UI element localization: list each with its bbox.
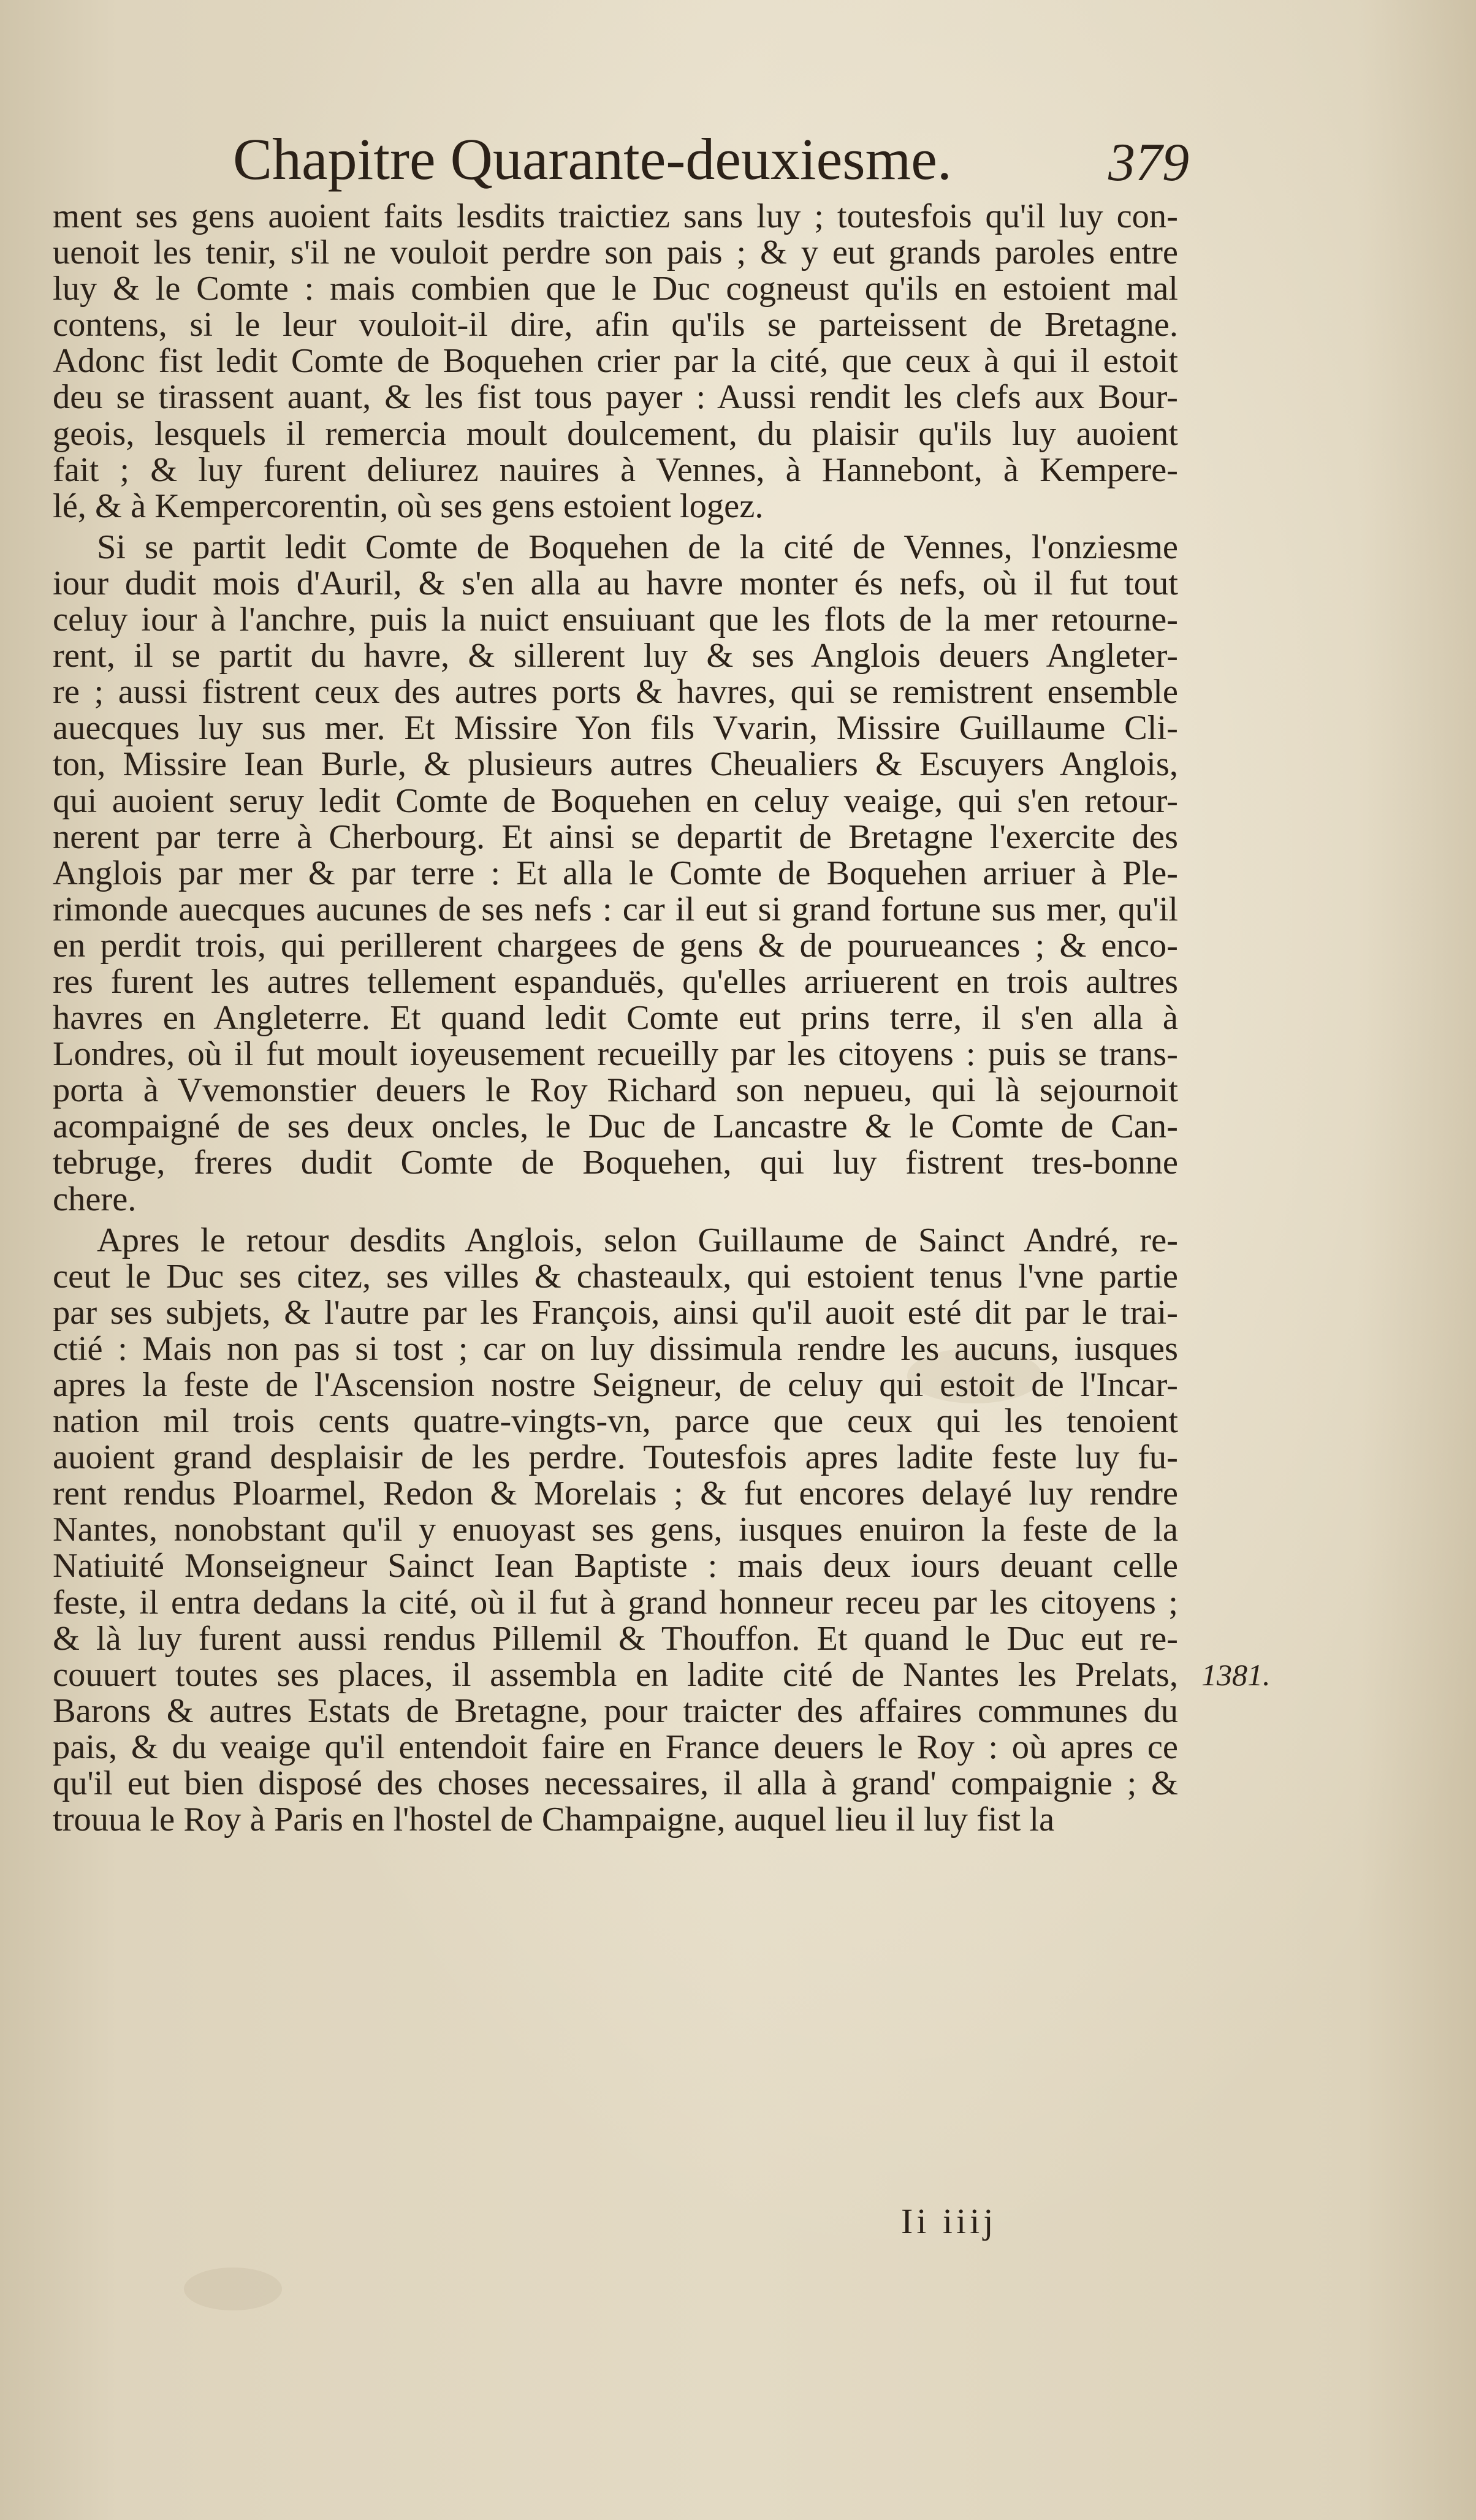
text-line: Londres, où il fut moult ioyeusement recueilly par les citoyens : puis se trans- xyxy=(53,1036,1178,1073)
text-line: trouua le Roy à Paris en l'hostel de Champaigne, auquel lieu il luy fist la xyxy=(53,1802,1055,1839)
paragraph xyxy=(53,529,1178,1218)
text-line: Barons & autres Estats de Bretagne, pour traicter des affaires communes du xyxy=(53,1693,1178,1729)
paragraph-gap xyxy=(53,525,1178,529)
text-line: re ; aussi fistrent ceux des autres ports & havres, qui se remistrent ensemble xyxy=(53,674,1178,711)
text-line: lé, & à Kempercorentin, où ses gens estoient logez. xyxy=(53,488,764,525)
text-line: acompaigné de ses deux oncles, le Duc de Lancastre & le Comte de Can- xyxy=(53,1109,1178,1145)
text-line: ceut le Duc ses citez, ses villes & chasteaulx, qui estoient tenus l'vne partie xyxy=(53,1258,1178,1295)
text-line: celuy iour à l'anchre, puis la nuict ensuiuant que les flots de la mer retourne- xyxy=(53,602,1178,639)
running-head: Chapitre Quarante-deuxiesme. xyxy=(233,126,952,192)
text-line: qui auoient seruy ledit Comte de Boquehen en celuy veaige, qui s'en retour- xyxy=(53,783,1178,819)
text-line: apres la feste de l'Ascension nostre Seigneur, de celuy qui estoit de l'Incar- xyxy=(53,1367,1178,1404)
text-line: iour dudit mois d'Auril, & s'en alla au havre monter és nefs, où il fut tout xyxy=(53,565,1178,602)
text-line: & là luy furent aussi rendus Pillemil & Thouffon. Et quand le Duc eut re- xyxy=(53,1620,1178,1657)
text-line: auoient grand desplaisir de les perdre. Toutesfois apres ladite feste luy fu- xyxy=(53,1440,1178,1476)
text-line: Natiuité Monseigneur Sainct Iean Baptiste : mais deux iours deuant celle xyxy=(53,1548,1178,1585)
paragraph xyxy=(53,199,1178,525)
text-line: en perdit trois, qui perillerent chargees de gens & de pourueances ; & enco- xyxy=(53,927,1178,964)
text-line: uenoit les tenir, s'il ne vouloit perdre son pais ; & y eut grands paroles entre xyxy=(53,235,1178,271)
text-line: deu se tirassent auant, & les fist tous payer : Aussi rendit les clefs aux Bour- xyxy=(53,379,1178,416)
text-line: geois, lesquels il remercia moult doulcement, du plaisir qu'ils luy auoient xyxy=(53,416,1178,452)
text-line: porta à Vvemonstier deuers le Roy Richard son nepueu, qui là sejournoit xyxy=(53,1072,1178,1109)
text-line: feste, il entra dedans la cité, où il fut à grand honneur receu par les citoyens ; xyxy=(53,1584,1178,1621)
text-line: rent rendus Ploarmel, Redon & Morelais ; & fut encores delayé luy rendre xyxy=(53,1476,1178,1512)
text-line: Nantes, nonobstant qu'il y enuoyast ses gens, iusques enuiron la feste de la xyxy=(53,1512,1178,1549)
text-line: fait ; & luy furent deliurez nauires à Vennes, à Hannebont, à Kempere- xyxy=(53,452,1178,488)
paragraph-gap xyxy=(53,1218,1178,1223)
text-line: ctié : Mais non pas si tost ; car on luy dissimula rendre les aucuns, iusques xyxy=(53,1330,1178,1367)
text-line: havres en Angleterre. Et quand ledit Comte eut prins terre, il s'en alla à xyxy=(53,1000,1178,1037)
body-text xyxy=(53,199,1178,1838)
text-line: chere. xyxy=(53,1181,137,1218)
text-line: tebruge, freres dudit Comte de Boquehen, qui luy fistrent tres-bonne xyxy=(53,1145,1178,1182)
text-line: auecques luy sus mer. Et Missire Yon fils Vvarin, Missire Guillaume Cli- xyxy=(53,710,1178,747)
signature-mark: Ii iiij xyxy=(901,2201,997,2241)
text-line: Apres le retour desdits Anglois, selon Guillaume de Sainct André, re- xyxy=(97,1222,1178,1259)
text-line: contens, si le leur vouloit-il dire, afin qu'ils se parteissent de Bretagne. xyxy=(53,307,1178,344)
text-line: ton, Missire Iean Burle, & plusieurs autres Cheualiers & Escuyers Anglois, xyxy=(53,746,1178,783)
text-line: Si se partit ledit Comte de Boquehen de la cité de Vennes, l'onziesme xyxy=(97,529,1178,566)
text-line: Adonc fist ledit Comte de Boquehen crier par la cité, que ceux à qui il estoit xyxy=(53,343,1178,380)
text-line: rimonde auecques aucunes de ses nefs : car il eut si grand fortune sus mer, qu'il xyxy=(53,891,1178,928)
text-line: ment ses gens auoient faits lesdits traictiez sans luy ; toutesfois qu'il luy con- xyxy=(53,199,1178,235)
text-line: qu'il eut bien disposé des choses necessaires, il alla à grand' compaignie ; & xyxy=(53,1766,1178,1802)
text-line: par ses subjets, & l'autre par les François, ainsi qu'il auoit esté dit par le trai- xyxy=(53,1294,1178,1331)
paper-stain xyxy=(184,2268,282,2310)
text-line: res furent les autres tellement espanduës, qu'elles arriuerent en trois aultres xyxy=(53,963,1178,1001)
text-line: nation mil trois cents quatre-vingts-vn, parce que ceux qui les tenoient xyxy=(53,1403,1178,1440)
text-line: luy & le Comte : mais combien que le Duc cogneust qu'ils en estoient mal xyxy=(53,271,1178,308)
text-line: rent, il se partit du havre, & sillerent luy & ses Anglois deuers Angleter- xyxy=(53,638,1178,675)
text-line: couuert toutes ses places, il assembla en ladite cité de Nantes les Prelats, xyxy=(53,1657,1178,1693)
text-line: pais, & du veaige qu'il entendoit faire en France deuers le Roy : où apres ce xyxy=(53,1729,1178,1766)
paragraph xyxy=(53,1223,1178,1839)
margin-note-year: 1381. xyxy=(1201,1658,1271,1692)
text-line: Anglois par mer & par terre : Et alla le Comte de Boquehen arriuer à Ple- xyxy=(53,855,1178,892)
page-number: 379 xyxy=(1108,133,1189,192)
text-line: nerent par terre à Cherbourg. Et ainsi se departit de Bretagne l'exercite des xyxy=(53,819,1178,856)
